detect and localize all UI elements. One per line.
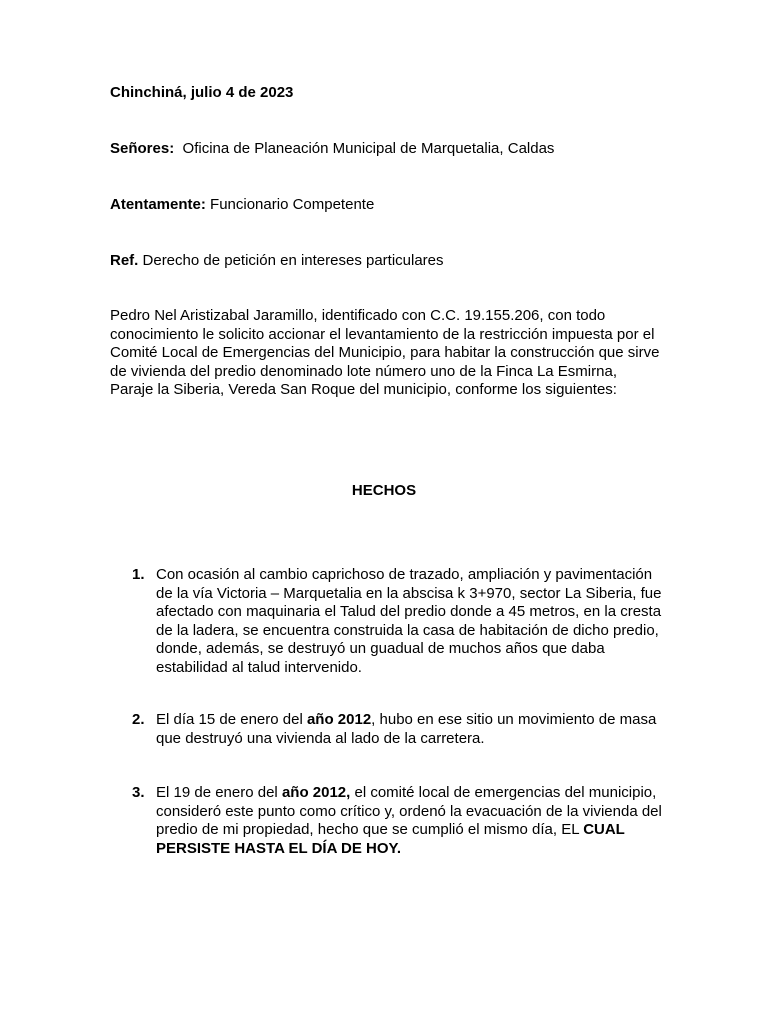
fact-text-part: , hubo en ese sitio un movimiento de masa que destruyó una vivienda al lado de la carretera.	[156, 711, 657, 747]
fact-number: 2.	[132, 711, 145, 728]
fact-bold-end: CUAL PERSISTE HASTA EL DÍA DE HOY.	[156, 821, 625, 857]
fact-bold-year: año 2012,	[281, 784, 351, 801]
fact-text: Con ocasión al cambio caprichoso de trazado, ampliación y pavimentación de la vía Victoria – Marquetalia en la abscisa k 3+970, sector La Siberia, fue afectado con maquinaria el Talud del predio donde a 45 metros, en la cresta de la ladera, se encuentra construida la casa de habitación de dicho predio, donde, además, se destruyó un guadual de muchos años que daba estabilidad al talud intervenido.	[156, 566, 662, 676]
recipient-line	[110, 140, 670, 159]
section-heading: HECHOS	[351, 482, 417, 499]
fact-text	[156, 784, 662, 858]
reference-line	[110, 252, 670, 271]
reference-value: Derecho de petición en intereses particulares	[142, 252, 444, 269]
recipient-value: Oficina de Planeación Municipal de Marquetalia, Caldas	[182, 140, 555, 157]
fact-text	[156, 711, 662, 748]
attention-value: Funcionario Competente	[210, 196, 375, 213]
attention-label: Atentamente:	[110, 196, 206, 213]
letter-date: Chinchiná, julio 4 de 2023	[110, 84, 294, 101]
attention-line	[110, 196, 670, 215]
intro-paragraph: Pedro Nel Aristizabal Jaramillo, identificado con C.C. 19.155.206, con todo conocimiento le solicito accionar el levantamiento de la restricción impuesta por el Comité Local de Emergencias del Municipio, para habitar la construcción que sirve de vivienda del predio denominado lote número uno de la Finca La Esmirna, Paraje la Siberia, Vereda San Roque del municipio, conforme los siguientes:	[110, 307, 660, 399]
fact-number: 3.	[132, 784, 145, 801]
fact-text-part: El 19 de enero del	[156, 784, 282, 801]
fact-bold-year: año 2012	[306, 711, 372, 728]
recipient-label: Señores:	[110, 140, 175, 157]
fact-number: 1.	[132, 566, 145, 583]
fact-text-part: el comité local de emergencias del municipio, consideró este punto como crítico y, ordenó la evacuación de la vivienda del predio de mi propiedad, hecho que se cumplió el mismo día, EL	[156, 784, 662, 839]
fact-text-part: El día 15 de enero del	[156, 711, 307, 728]
reference-label: Ref.	[110, 252, 139, 269]
